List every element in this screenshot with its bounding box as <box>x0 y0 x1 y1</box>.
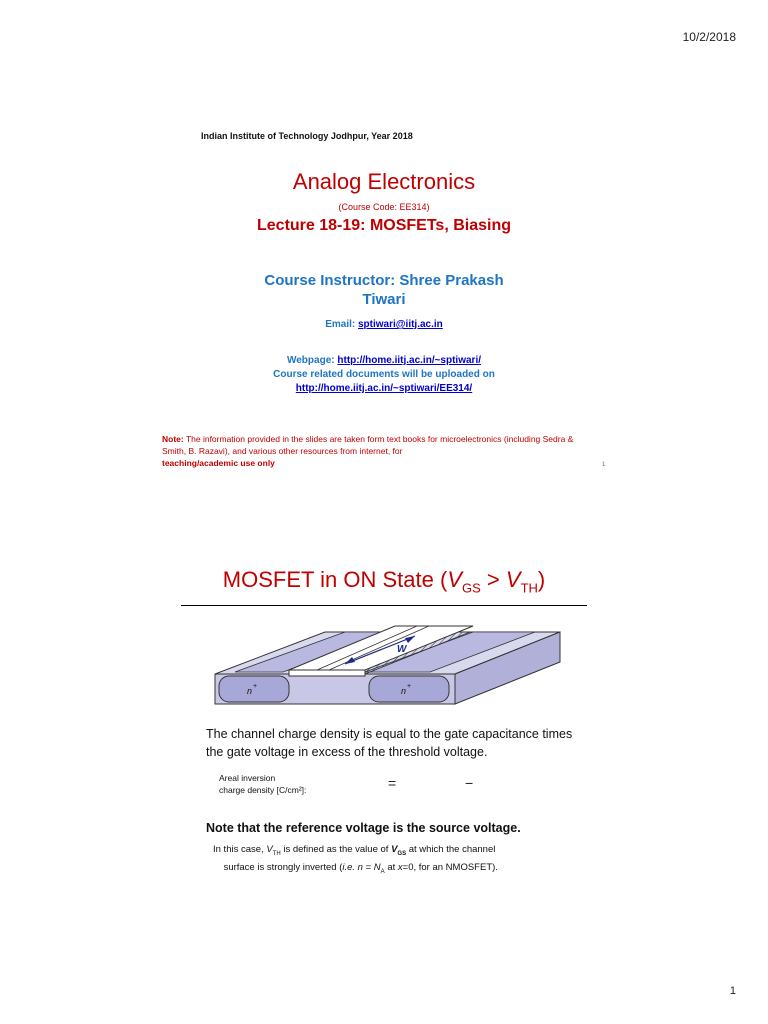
title-sub-gs: GS <box>462 580 481 596</box>
title-prefix: MOSFET in ON State ( <box>222 567 448 592</box>
course-code: (Course Code: EE314) <box>338 202 430 212</box>
n-plus-right-sup: + <box>407 683 412 690</box>
email-link[interactable]: sptiwari@iitj.ac.in <box>358 319 443 330</box>
areal-line-2: charge density [C/cm²]: <box>219 785 307 795</box>
title-underline <box>181 605 587 606</box>
slide-number: 1 <box>602 462 606 468</box>
areal-charge-label <box>219 772 306 796</box>
n-plus-left-label: n <box>247 686 253 696</box>
docs-link[interactable]: http://home.iitj.ac.in/~sptiwari/EE314/ <box>295 383 473 394</box>
slide2-title <box>0 567 768 595</box>
reference-voltage-note: Note that the reference voltage is the source voltage. <box>206 821 521 835</box>
equation-equals: = <box>388 775 397 791</box>
instructor-line-1: Course Instructor: Shree Prakash <box>264 272 504 289</box>
title-gt: > <box>480 567 506 592</box>
webpage-label: Webpage: <box>286 355 335 366</box>
title-v-gs: V <box>447 567 462 592</box>
note-tail: teaching/academic use only <box>162 458 275 468</box>
mosfet-diagram <box>205 612 565 712</box>
charge-density-paragraph: The channel charge density is equal to the gate capacitance times the gate voltage in excess of the threshold voltage. <box>206 727 573 759</box>
title-sub-th: TH <box>520 580 538 596</box>
instructor-name <box>0 271 768 309</box>
webpage-link[interactable]: http://home.iitj.ac.in/~sptiwari/ <box>337 355 482 366</box>
n-plus-left-sup: + <box>253 683 258 690</box>
areal-line-1: Areal inversion <box>219 773 276 783</box>
n-plus-right-label: n <box>401 686 407 696</box>
print-date: 10/2/2018 <box>682 30 736 44</box>
lecture-title: Lecture 18-19: MOSFETs, Biasing <box>257 217 511 234</box>
email-line <box>0 319 768 330</box>
webpage-block <box>0 354 768 396</box>
disclaimer-note <box>162 433 592 469</box>
threshold-definition: In this case, $V_{TH}$ is defined as the value of $V_{GS}$ at which the channel surface is strongly inverted (i.e. $n = N_A$ at x=0, for an NMOSFET). <box>213 844 498 875</box>
equation-minus: − <box>465 775 474 791</box>
note-text: The information provided in the slides are taken form text books for microelectronics (including Sedra & Smith, B. Razavi), and various other resources from internet, for <box>162 434 574 456</box>
institute-line: Indian Institute of Technology Jodhpur, Year 2018 <box>201 131 413 141</box>
page-number: 1 <box>729 985 736 997</box>
w-label: W <box>397 644 407 655</box>
email-label: Email: <box>325 319 356 330</box>
title-suffix: ) <box>537 567 546 592</box>
instructor-line-2: Tiwari <box>362 291 406 308</box>
note-label: Note: <box>162 434 184 444</box>
docs-text: Course related documents will be uploaded on <box>273 369 495 380</box>
title-v-th: V <box>505 567 521 592</box>
course-title: Analog Electronics <box>292 169 476 194</box>
